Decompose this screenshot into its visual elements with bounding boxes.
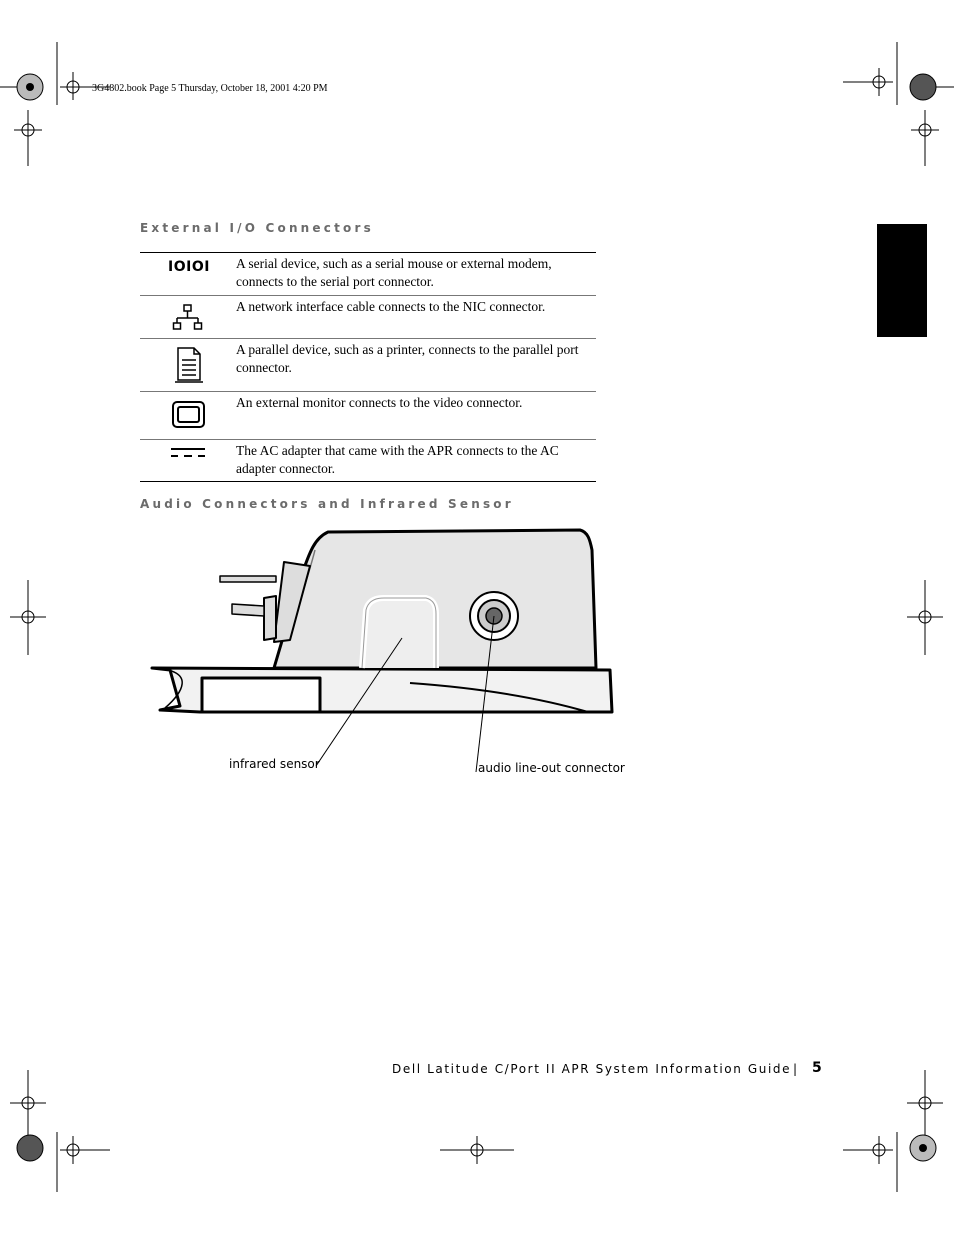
io-connectors-heading: External I/O Connectors <box>140 221 374 235</box>
table-row <box>140 253 596 295</box>
video-description: An external monitor connects to the video connector. <box>236 395 523 410</box>
apr-side-illustration <box>140 520 630 780</box>
infrared-sensor-label: infrared sensor <box>229 757 320 771</box>
table-row <box>140 295 596 338</box>
network-icon <box>168 304 208 339</box>
footer-title: Dell Latitude C/Port II APR System Information Guide <box>392 1062 792 1076</box>
file-info-header: 3G4802.book Page 5 Thursday, October 18, 2001 4:20 PM <box>92 83 328 94</box>
parallel-port-description: A parallel device, such as a printer, connects to the parallel port connector. <box>236 342 579 375</box>
nic-description: A network interface cable connects to the NIC connector. <box>236 299 546 314</box>
chapter-tab-marker <box>877 224 927 337</box>
table-row <box>140 338 596 391</box>
table-row <box>140 439 596 481</box>
serial-port-icon <box>168 258 208 276</box>
io-connectors-table <box>140 252 596 482</box>
table-row <box>140 391 596 439</box>
ac-adapter-description: The AC adapter that came with the APR connects to the AC adapter connector. <box>236 443 559 476</box>
serial-port-description: A serial device, such as a serial mouse or external modem, connects to the serial port connector. <box>236 256 552 289</box>
audio-line-out-label: audio line-out connector <box>478 761 625 775</box>
page-number: 5 <box>812 1060 824 1076</box>
parallel-port-icon <box>168 346 208 389</box>
video-monitor-icon <box>168 400 208 435</box>
audio-connectors-heading: Audio Connectors and Infrared Sensor <box>140 497 514 511</box>
serial-port-symbol: IOIOI <box>168 259 210 275</box>
footer-separator: | <box>793 1062 799 1076</box>
dc-power-icon <box>168 445 208 466</box>
